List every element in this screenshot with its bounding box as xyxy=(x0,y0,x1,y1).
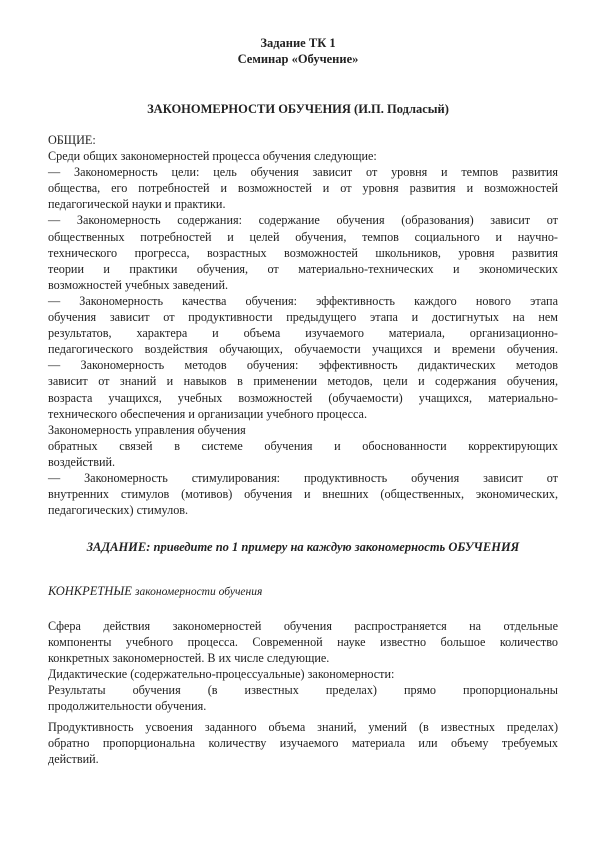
paragraph-line: — Закономерность содержания: содержание обучения (образования) зависит от xyxy=(48,213,558,228)
task-instruction: ЗАДАНИЕ: приведите по 1 примеру на каждую закономерность ОБУЧЕНИЯ xyxy=(86,540,520,554)
specific-heading-main: КОНКРЕТНЫЕ xyxy=(48,584,132,598)
paragraph-line: внутренних стимулов (мотивов) обучения и внешних (общественных, экономических, xyxy=(48,487,558,502)
paragraph-line: обучения зависит от продуктивности предыдущего этапа и достигнутых на нем xyxy=(48,310,558,325)
paragraph-line: компоненты учебного процесса. Современной науке известно большое количество xyxy=(48,635,558,650)
paragraph-line: возможностей учебных заведений. xyxy=(48,277,229,292)
paragraph-line: Результаты обучения (в известных пределах) прямо пропорциональны xyxy=(48,683,558,698)
paragraph-line: продолжительности обучения. xyxy=(48,699,207,714)
paragraph-line: педагогической науки и практики. xyxy=(48,197,226,212)
paragraph-line: педагогического воздействия обучающих, обучаемости учащихся и времени обучения. xyxy=(48,342,558,357)
paragraph-line: общества, его потребностей и возможностей и от уровня развития и возможностей xyxy=(48,181,558,196)
document-heading: ЗАКОНОМЕРНОСТИ ОБУЧЕНИЯ (И.П. Подласый) xyxy=(147,102,449,116)
general-section xyxy=(48,132,558,518)
general-heading: ОБЩИЕ: xyxy=(48,133,96,147)
paragraph-line: технического обеспечения и организации учебного процесса. xyxy=(48,406,368,421)
paragraph-line: Дидактические (содержательно-процессуальные) закономерности: xyxy=(48,667,395,682)
paragraph-line: теории и практики обучения, от материально-технических и экономических xyxy=(48,261,558,276)
paragraph-line: — Закономерность качества обучения: эффективность каждого нового этапа xyxy=(48,293,558,308)
paragraph-line: общественных потребностей и целей обучения, темпов социального и научно- xyxy=(48,229,558,244)
paragraph-line: обратных связей в системе обучения и обоснованности корректирующих xyxy=(48,438,558,453)
paragraph-line: воздействий. xyxy=(48,454,116,469)
paragraph-line: конкретных закономерностей. В их числе следующие. xyxy=(48,651,330,666)
paragraph-line: — Закономерность цели: цель обучения зависит от уровня и темпов развития xyxy=(48,165,558,180)
paragraph-line: результатов, характера и объема изучаемого материала, организационно- xyxy=(48,326,558,341)
paragraph-line: Закономерность управления обучения xyxy=(48,422,246,437)
paragraph-line: педагогических) стимулов. xyxy=(48,503,189,518)
paragraph-line: зависит от знаний и навыков в применении методов, цели и содержания обучения, xyxy=(48,374,558,389)
paragraph-line: обратно пропорциональна количеству изучаемого материала или объему требуемых xyxy=(48,735,558,750)
paragraph-line: — Закономерность методов обучения: эффективность дидактических методов xyxy=(48,358,558,373)
paragraph-line: действий. xyxy=(48,751,99,766)
paragraph-line: Продуктивность усвоения заданного объема знаний, умений (в известных пределах) xyxy=(48,719,558,734)
paragraph-line: технического прогресса, возрастных возможностей школьников, уровня развития xyxy=(48,245,558,260)
specific-heading xyxy=(48,584,262,599)
paragraph-line: Сфера действия закономерностей обучения распространяется на отдельные xyxy=(48,619,558,633)
general-intro: Среди общих закономерностей процесса обучения следующие: xyxy=(48,149,377,164)
specific-heading-rest: закономерности обучения xyxy=(134,586,263,598)
paragraph-line: — Закономерность стимулирования: продуктивность обучения зависит от xyxy=(48,470,558,485)
paragraph-line: возраста учащихся, учебных возможностей (обучаемости) учащихся, материально- xyxy=(48,390,558,405)
seminar-title: Семинар «Обучение» xyxy=(237,52,359,66)
assignment-title: Задание ТК 1 xyxy=(260,36,336,50)
specific-section xyxy=(48,618,558,767)
